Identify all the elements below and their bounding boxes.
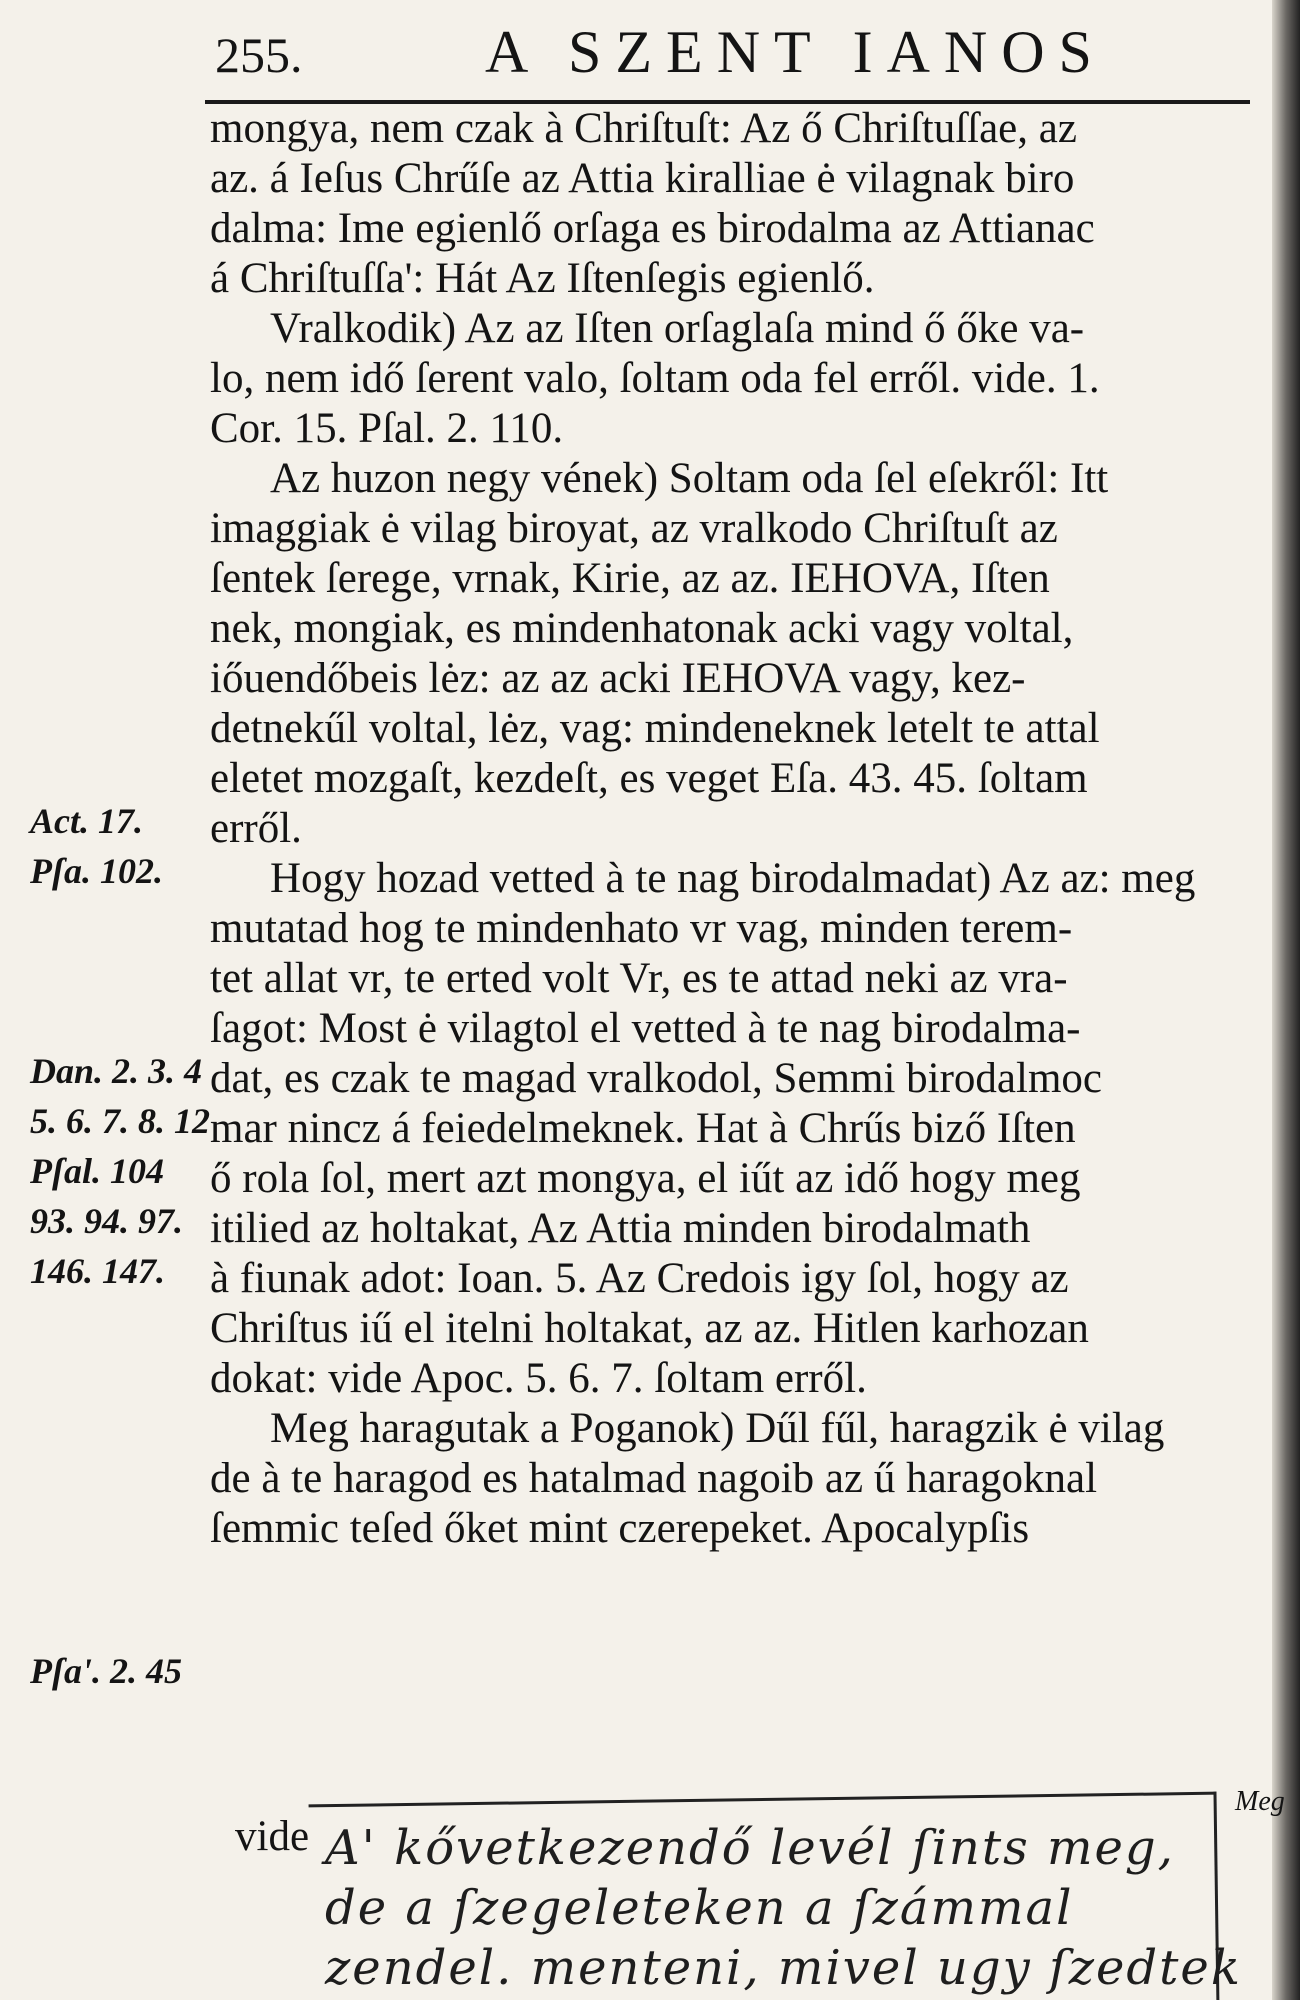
text-line: Cor. 15. Pſal. 2. 110. [210, 405, 564, 452]
body-text [210, 104, 1270, 1554]
text-line: dalma: Ime egienlő orſaga es birodalma az Attianac [210, 205, 1095, 252]
text-line: erről. [210, 805, 302, 852]
text-line: dat, es czak te magad vralkodol, Semmi birodalmoc [210, 1055, 1102, 1102]
text-line: lo, nem idő ſerent valo, ſoltam oda fel erről. vide. 1. [210, 355, 1100, 402]
text-line: iőuendőbeis lėz: az az acki IEHOVA vagy, kez- [210, 655, 1026, 702]
catchword: Meg [1235, 1786, 1285, 1817]
text-line: nek, mongiak, es mindenhatonak acki vagy voltal, [210, 605, 1074, 652]
margin-note: Act. 17. [30, 801, 143, 841]
margin-note: Pſa'. 2. 45 [30, 1651, 182, 1691]
handwritten-line: A' kővetkezendő levél ſints meg, [325, 1820, 1175, 1876]
page-header [215, 18, 1255, 94]
margin-note: Pſal. 104 [30, 1151, 164, 1191]
text-line: dokat: vide Apoc. 5. 6. 7. ſoltam erről. [210, 1355, 867, 1402]
text-line: ſemmic teſed őket mint czerepeket. Apocalypſis [210, 1505, 1030, 1552]
vide-word: vide [235, 1813, 310, 1860]
page-edge-shadow [1272, 0, 1300, 2000]
handwritten-line: zendel. menteni, mivel ugy ſzedtek [325, 1940, 1242, 1996]
margin-note: Pſa. 102. [30, 851, 163, 891]
margin-note: 5. 6. 7. 8. 12 [30, 1101, 210, 1141]
text-line: imaggiak ė vilag biroyat, az vralkodo Chriſtuſt az [210, 505, 1058, 552]
margin-note: 146. 147. [30, 1251, 165, 1291]
text-line: ő rola ſol, mert azt mongya, el iűt az idő hogy meg [210, 1155, 1081, 1202]
text-line: mongya, nem czak à Chriſtuſt: Az ő Chriſtuſſae, az [210, 105, 1077, 152]
text-line: Meg haragutak a Poganok) Dűl fűl, haragzik ė vilag [270, 1405, 1165, 1452]
text-line: mutatad hog te mindenhato vr vag, minden terem- [210, 905, 1073, 952]
page-number: 255. [215, 27, 303, 83]
text-line: ſentek ſerege, vrnak, Kirie, az az. IEHOVA, Iſten [210, 555, 1050, 602]
text-line: Hogy hozad vetted à te nag birodalmadat) Az az: meg [270, 855, 1196, 902]
text-line: itilied az holtakat, Az Attia minden birodalmath [210, 1205, 1031, 1252]
handwritten-line: de a ſzegeleteken a ſzámmal [325, 1880, 1074, 1936]
text-line: mar nincz á feiedelmeknek. Hat à Chrűs biző Iſten [210, 1105, 1076, 1152]
running-title: A SZENT IANOS [485, 19, 1106, 85]
text-line: Az huzon negy vének) Soltam oda ſel eſekről: Itt [270, 455, 1109, 502]
text-line: ſagot: Most ė vilagtol el vetted à te nag birodalma- [210, 1005, 1081, 1052]
margin-note: Dan. 2. 3. 4 [30, 1051, 203, 1091]
text-line: detnekűl voltal, lėz, vag: mindeneknek letelt te attal [210, 705, 1100, 752]
text-line: á Chriſtuſſa': Hát Az Iſtenſegis egienlő. [210, 255, 875, 302]
text-line: de à te haragod es hatalmad nagoib az ű haragoknal [210, 1455, 1098, 1502]
margin-note: 93. 94. 97. [30, 1201, 183, 1241]
text-line: eletet mozgaſt, kezdeſt, es veget Eſa. 43. 45. ſoltam [210, 755, 1088, 802]
text-line: az. á Ieſus Chrűſe az Attia kiralliae ė vilagnak biro [210, 155, 1075, 202]
text-line: tet allat vr, te erted volt Vr, es te attad neki az vra- [210, 955, 1068, 1002]
text-line: Chriſtus iű el itelni holtakat, az az. Hitlen karhozan [210, 1305, 1089, 1352]
text-line: Vralkodik) Az az Iſten orſaglaſa mind ő őke va- [270, 305, 1085, 352]
text-line: à fiunak adot: Ioan. 5. Az Credois igy ſol, hogy az [210, 1255, 1069, 1302]
